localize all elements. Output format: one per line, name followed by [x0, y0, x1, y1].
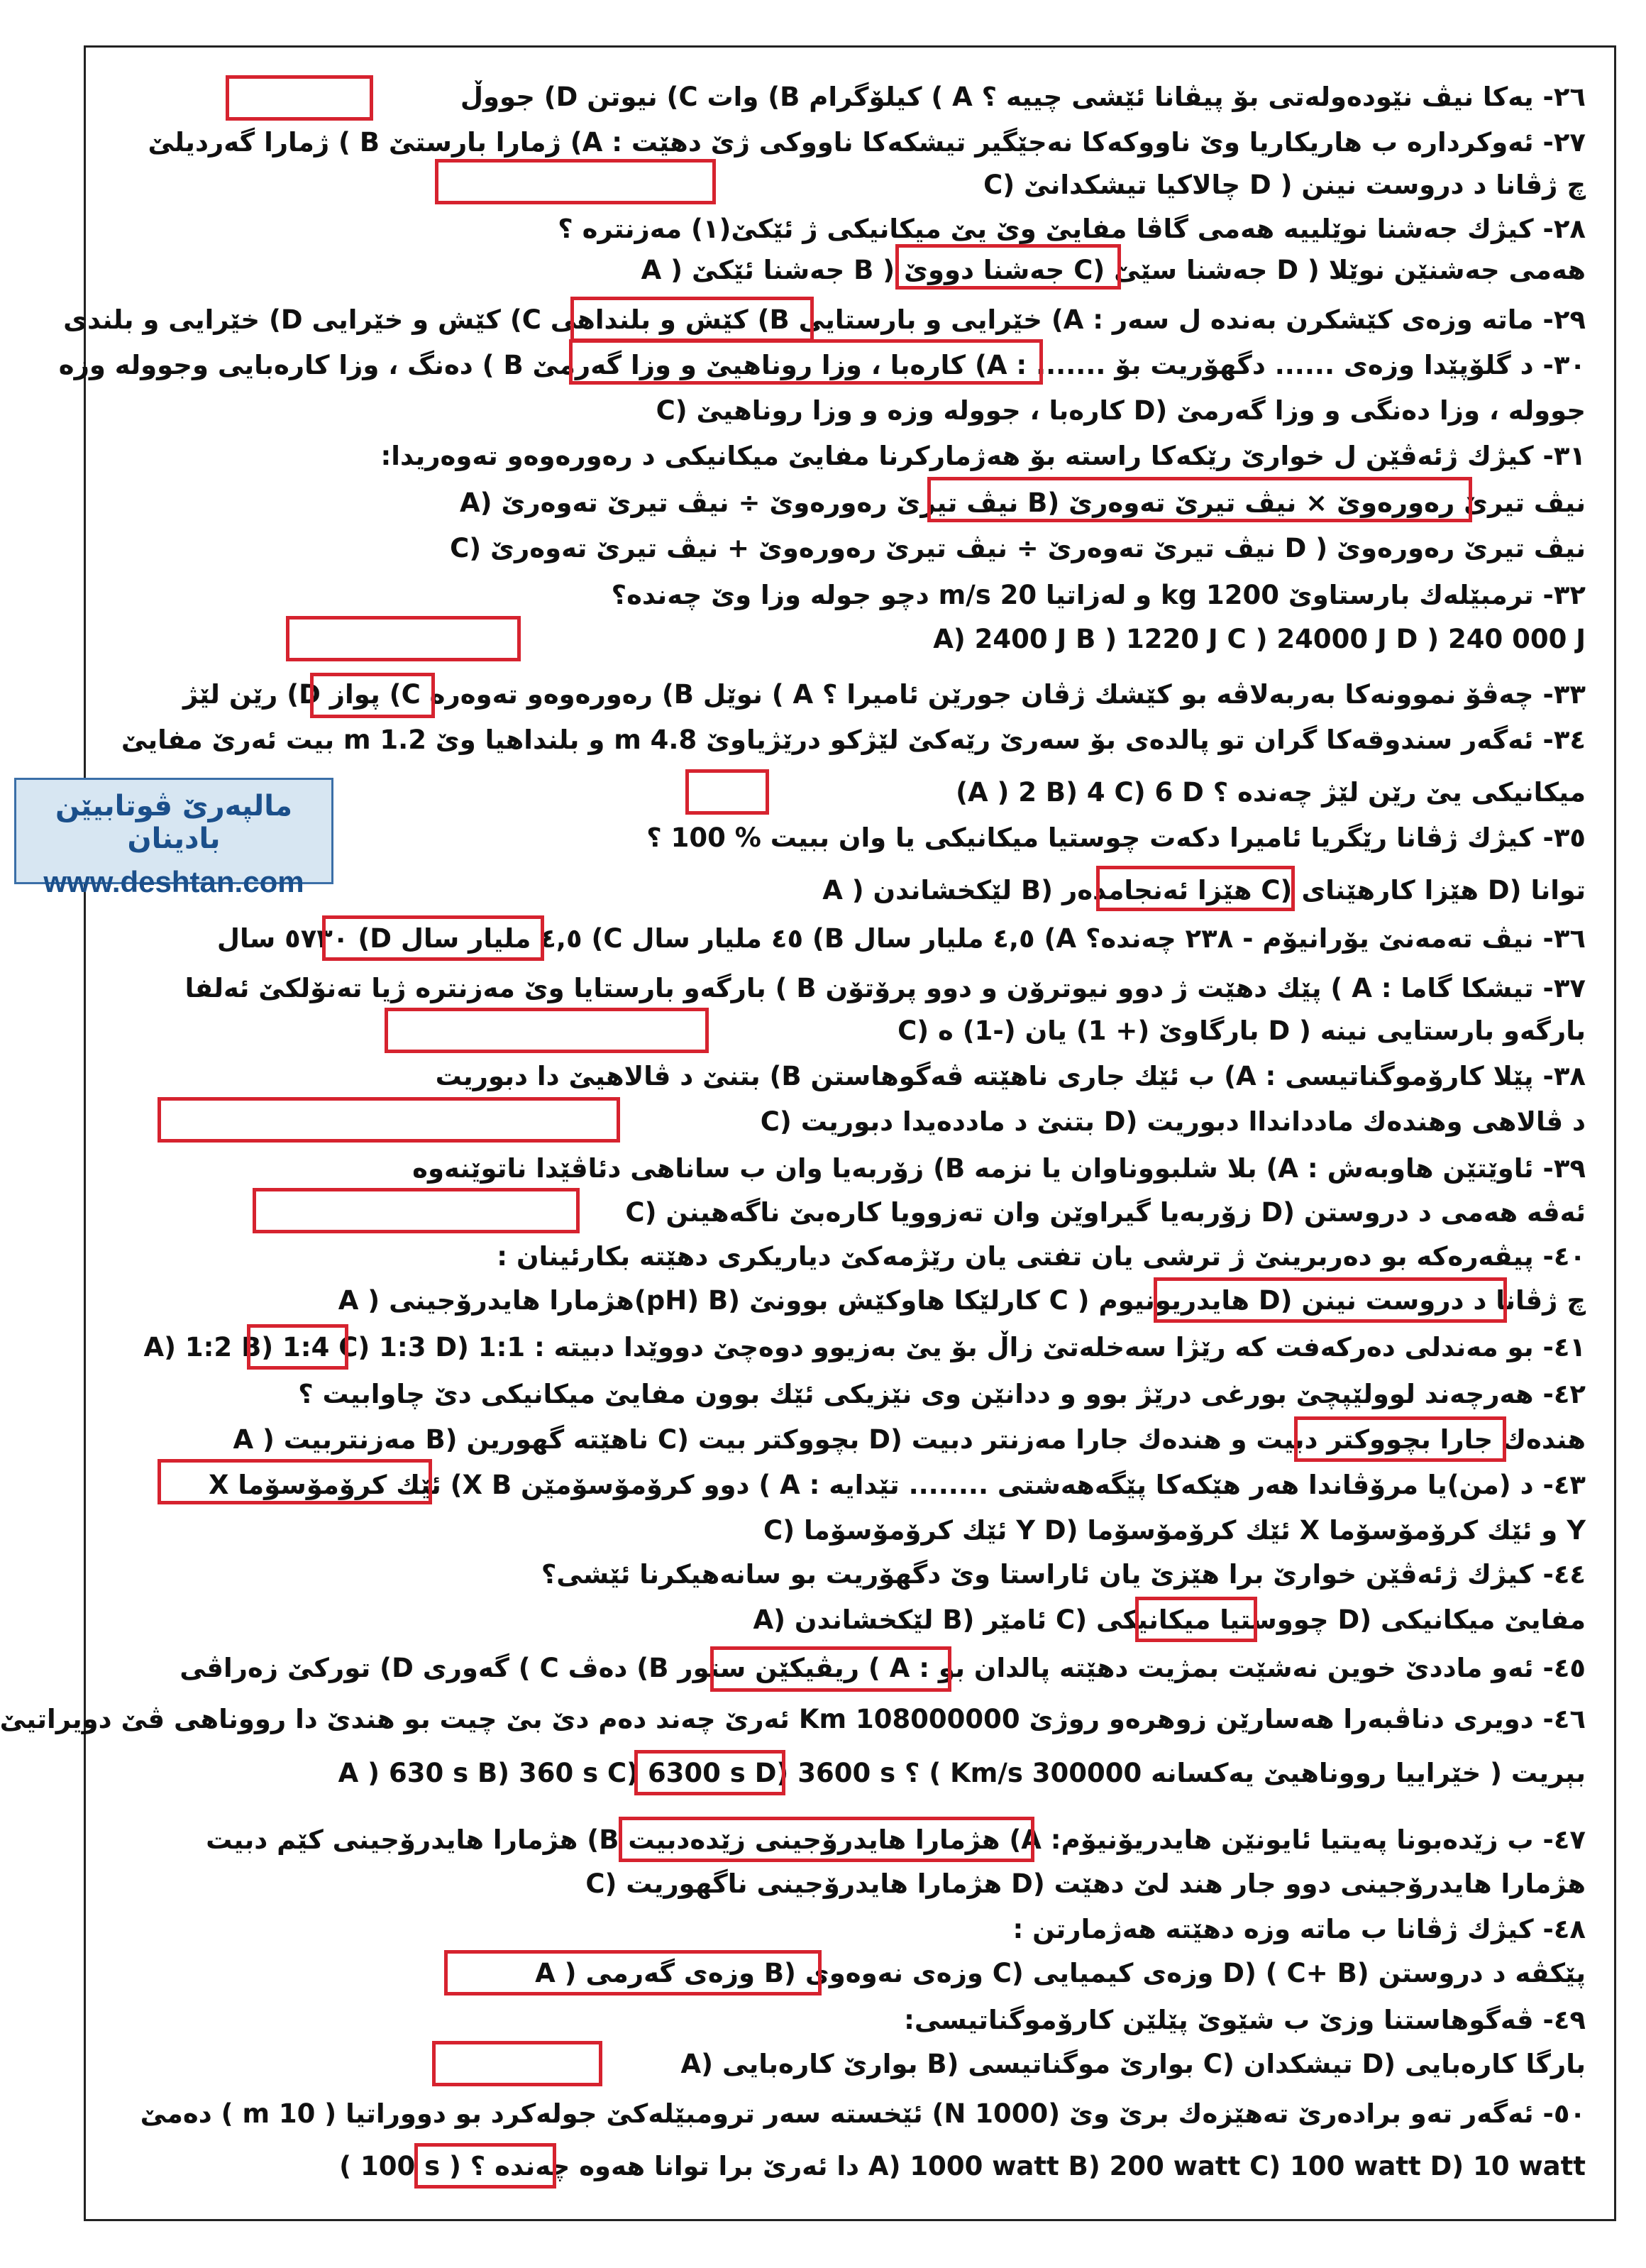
question-line: ٣٨- پێلا كارۆموگناتيسى : A) ب ئێك جارى ناهێتە ڤەگوهاستن B) بتنێ د ڤالاهيێ دا دبوريت	[435, 1061, 1586, 1091]
question-line: ٤٠- پيڤەرەكە بو دەربرينێ ژ ترشى يان تفتى يان رێژمەكێ دياريكرى دهێتە بكارئينان :	[497, 1241, 1586, 1272]
answer-box-28	[895, 244, 1121, 290]
question-line: A) بوارێ كارەبايى B) بوارێ موگناتيسى C) تيشكدان D) بارگا كارەبايى	[680, 2049, 1586, 2079]
question-line: ٤٥- ئەو ماددێ خوين نەشێت بمژيت دهێتە پالدان بو : A ) ريڤيكێن ستور B) دەڤ C ) گەورى D) توركێ زەراڤى	[179, 1653, 1586, 1683]
question-line: ميكانيكى يێ رێن لێژ چەندە ؟ A ) 2 B) 4 C) 6 D)	[956, 777, 1586, 808]
question-line: ٢٧- ئەوكرداره ب هاريكاريا وێ ناووكەكا نەجێگير تيشكەكا ناووكی ژێ دهێت : A) ژمارا بارستێ B ) ژمارا گەرديلێ	[148, 127, 1586, 158]
answer-box-45	[710, 1646, 951, 1692]
question-line: ٤١- بو مەندلى دەركەفت كە رێژا سەخلەتێ زاڵ بۆ يێ بەزيوو دوەچێ دووێدا دبيتە : A) 1:2 B) 1:4 C) 1:3 D) 1:1	[143, 1332, 1586, 1363]
question-line: C) بتنێ د ماددەيدا دبوريت D) د ڤالاهى وهندەك ماددانداا دبوريت	[760, 1106, 1586, 1137]
question-line: ٣٣- چەڤۆ نموونەكا بەربەلاڤە بو كێشك ژڤان جورێن ئاميرا ؟ A ) نوێل B) رەورەوەو تەوەرە C) پواز D) رێن لێژ	[182, 679, 1586, 710]
question-line: ٤٨- كيژك ژڤانا ب ماته وزە دهێتە هەژمارتن :	[1012, 1914, 1586, 1944]
answer-box-26	[226, 75, 373, 121]
question-line: ٣٠- د گلۆپێدا وزەی ...... دگهۆريت بۆ ....... : A) كارەبا ، وزا روناهيێ و وزا گەرمێ B ) دەنگ ، وزا كارەبايى وجوولە وزە	[58, 350, 1586, 380]
watermark-badge	[14, 778, 333, 898]
question-line: ٤٧- ب زێدەبونا پەيتيا ئايونێن هايدريۆنيۆم: A) هژمارا هايدرۆجينی زێدەدبيت B) هژمارا هايدرۆجينی كێم دبيت	[206, 1824, 1586, 1855]
answer-box-49	[432, 2041, 602, 2086]
answer-box-38	[158, 1097, 620, 1143]
question-line: C) بارگاوێ (+ 1) يان (-1) ە D ) بارگەو بارستايى نينە	[897, 1015, 1586, 1046]
answer-box-34	[685, 769, 769, 815]
question-line: A) 2400 J B ) 1220 J C ) 24000 J D ) 240 000 J	[933, 624, 1586, 654]
question-line: A) نيڤ تيرێ رەورەوێ ÷ نيڤ تيرێ تەوەرێ B) نيڤ تيرێ رەورەوێ × نيڤ تيرێ تەوەرێ	[460, 488, 1586, 518]
answer-box-42	[1294, 1416, 1506, 1462]
answer-box-37	[385, 1008, 709, 1053]
answer-box-40	[1154, 1277, 1507, 1323]
answer-box-36	[322, 915, 544, 961]
question-line: ٤٣- د (من)يا مرۆڤاندا هەر هێكەكا پێگەهەشتى ........ تێدايە : A ) دوو كرۆمۆسۆمێن X B) ئێك كرۆمۆسۆما X	[208, 1470, 1586, 1500]
question-line: ٣٧- تيشكا گاما : A ) پێك دهێت ژ دوو نيوترۆن و دوو پرۆتۆن B ) بارگەو بارستايا وێ مەزنترە ژيا تەنۆلكێ ئەلفا	[184, 973, 1586, 1003]
question-line: ٣٢- ترمبێلەك بارستاوێ 1200 kg و لەزاتيا 20 m/s دچو جولە وزا وێ چەندە؟	[611, 580, 1586, 610]
answer-box-31	[927, 477, 1472, 522]
answer-box-27	[435, 159, 716, 204]
question-line: ٣٥- كيژك ژڤانا رێگريا ئاميرا دكەت چوستيا ميكانيكى يا وان ببيت % 100 ؟	[646, 822, 1586, 853]
watermark-title: مالپەرێ ڤوتابيێن بادينان	[55, 790, 292, 855]
question-line: ٤٢- هەرچەند لوولێپچێ بورغى درێژ بوو و ددانێن وى نێزيكى ئێك بوون مفايێ ميكانيكى دێ چاوابيت ؟	[298, 1379, 1586, 1409]
answer-box-33	[310, 673, 435, 718]
question-line: ٤٤- كيژك ژئەڤێن خوارێ برا هێزێ يان ئاراستا وێ دگهۆريت بو سانەهيكرنا ئێشى؟	[541, 1559, 1586, 1590]
question-line: ٢٩- ماته وزەى كێشكرن بەنده ل سەر : A) خێرايى و بارستايى B) كێش و بلنداهى C) كێش و خێرايى D) خێرايى و بلندى	[63, 304, 1586, 335]
question-line: ٤٩- ڤەگوهاستنا وزێ ب شێوێ پێلێن كارۆموگناتيسى:	[904, 2005, 1586, 2035]
question-line: بېريت ( خێراييا رووناهيێ يەكسانە 300000 Km/s ) ؟ A ) 630 s B) 360 s C) 6300 s D) 3600 s	[338, 1758, 1586, 1788]
question-line: A) لێكخشاندن B) ئامێر C) چووستيا ميكانيكى D) مفايێ ميكانيكى	[753, 1604, 1586, 1635]
question-line: A ) لێكخشاندن B) هێزا ئەنجامدەر C) هێزا كارهێناى D) توانا	[822, 875, 1586, 905]
answer-box-35	[1096, 866, 1295, 911]
question-line: C) نيڤ تيرێ تەوەرێ ÷ نيڤ تيرێ رەورەوێ + نيڤ تيرێ تەوەرێ D ) نيڤ تيرێ رەورەوێ	[450, 533, 1586, 563]
answer-box-30	[569, 339, 1043, 385]
answer-box-48	[444, 1950, 822, 1995]
answer-box-32	[286, 616, 521, 661]
question-line: A ) هژمارا هايدرۆجينی(pH) B) كارلێكا هاوكێش بوونێ C ) هايدريونيوم D) چ ژڤانا د دروست نينن	[338, 1285, 1586, 1316]
answer-box-41	[247, 1324, 348, 1370]
question-line: C) زۆربەيا گيراوێن وان تەزوويا كارەبێ ناگەهينن D) ئەڤە هەمی د دروستن	[625, 1197, 1586, 1228]
question-line: A ) مەزنتربيت B) ناهێتە گهورين C) بچووكتر بيت D) هندەك جارا بچووكتر دبيت و هندەك جارا مەزنتر دبيت	[233, 1424, 1586, 1455]
answer-box-43	[158, 1459, 432, 1504]
question-line: ٣٤- ئەگەر سندوقەكا گران تو پالدەى بۆ سەرێ رێەكێ لێژكو درێژياوێ 4.8 m و بلنداهيا وێ 1.2 m بيت ئەرێ مفايێ	[121, 725, 1586, 755]
question-line: ٣١- كيژك ژئەڤێن ل خوارێ رێكەكا راستە بۆ هەژماركرنا مفايێ ميكانيكى د رەورەوەو تەوەريدا:	[380, 441, 1586, 471]
question-line: ٥٠- ئەگەر تەو برادەرێ تەهێزەك برێ وێ (N 1000) ئێخستە سەر ترومبێلەكێ جولەكرد بو دووراتيا ( 10 m ) دەمێ	[140, 2098, 1586, 2129]
watermark-url: www.deshtan.com	[43, 865, 304, 898]
question-line: ٢٦- يەكا نيڤ نێودەولەتى بۆ پيڤانا ئێشى چييە ؟ A ) كيلۆگرام B) وات C) نيوتن D) جووڵ	[460, 82, 1586, 112]
question-line: A ) وزەى گەرمى B) وزەى نەوەوى C) وزەى كيميايى D) ( C+ B) پێكڤە د دروستن	[535, 1958, 1586, 1988]
question-line: C) كارەبا ، جوولە وزە و وزا روناهيێ D) جوولە ، وزا دەنگى و وزا گەرمێ	[656, 395, 1586, 426]
question-line: ٢٨- كيژك جەشنا نوێلييە هەمی گاڤا مفایێ وێ یێ ميكانيكى ژ ئێكێ(١) مەزنترە ؟	[558, 214, 1586, 244]
question-line: A ) جەشنا ئێكێ B ) جەشنا دووێ C) جەشنا سێێ D ) هەمى جەشنێن نوێلا	[641, 255, 1586, 285]
answer-box-39	[253, 1188, 580, 1233]
answer-box-50	[414, 2143, 556, 2189]
question-line: C) ئێك كرۆمۆسۆما Y D) ئێك كرۆمۆسۆما X و ئێك كرۆمۆسۆما Y	[763, 1515, 1586, 1546]
answer-box-29	[570, 297, 814, 342]
question-line: ٤٦- دويرى دناڤبەرا هەسارێن زوهرەو روژێ 108000000 Km ئەرێ چەند دەم دێ بێ چيت بو هندێ دا رووناهى ڤێ دويراتيێ	[0, 1704, 1586, 1734]
answer-box-47	[619, 1817, 1034, 1862]
question-line: C) چالاكيا تيشكدانێ D ) چ ژڤانا د دروست نينن	[983, 170, 1586, 200]
question-line: ٣٩- ئاوێتێن هاوبەش : A) بلا شلبووناوان يا نزمە B) زۆربەيا وان ب ساناهى دئاڤێدا ناتوێنەوە	[412, 1153, 1586, 1184]
question-line: C) هژمارا هايدرۆجينی ناگهوريت D) هژمارا هايدرۆجينی دوو جار هند لێ دهێت	[585, 1868, 1586, 1899]
question-line: ( 100 s ) دا ئەرێ برا توانا هەوە چەندە ؟ A) 1000 watt B) 200 watt C) 100 watt D) 10 watt	[339, 2151, 1586, 2181]
answer-box-46	[634, 1750, 785, 1795]
question-line: ٣٦- نيڤ تەمەنێ يۆرانيۆم - ٢٣٨ چەندە؟ A) ٤,٥ مليار سال B) ٤٥ مليار سال C) ٤,٥ مليار سال D) ٥٧٣٠ سال	[216, 923, 1586, 954]
answer-box-44	[1135, 1597, 1257, 1642]
